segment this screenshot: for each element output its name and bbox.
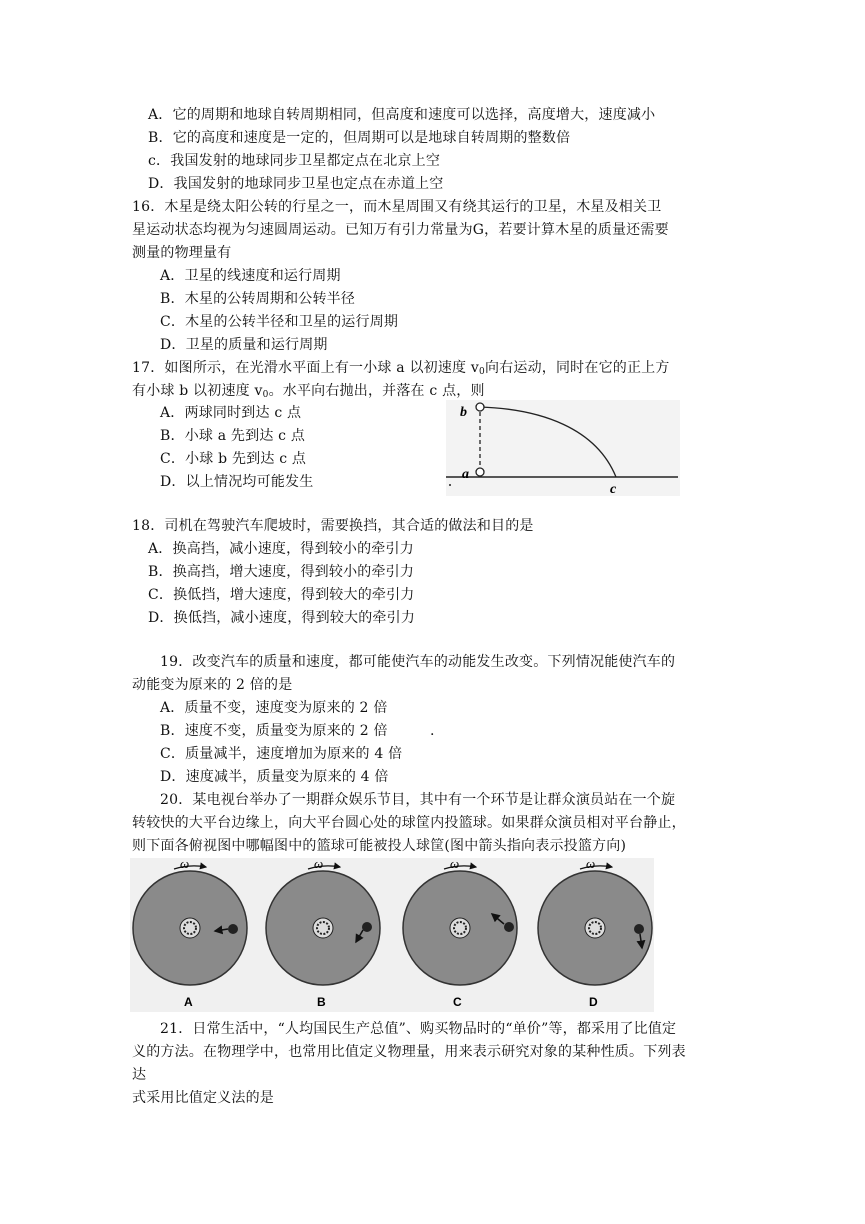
- label-C: C: [453, 995, 462, 1009]
- q20-stem-line1: 20．某电视台举办了一期群众娱乐节目，其中有一个环节是让群众演员站在一个旋: [160, 792, 676, 808]
- omega-c: ω: [450, 858, 460, 871]
- q18-option-a: A．换高挡，减小速度，得到较小的牵引力: [148, 541, 414, 557]
- q17-option-b: B．小球 a 先到达 c 点: [160, 428, 306, 444]
- q18-option-b: B．换高挡，增大速度，得到较小的牵引力: [148, 564, 415, 580]
- q18-option-c: C．换低挡，增大速度，得到较大的牵引力: [148, 587, 415, 603]
- q19-stem-line1: 19．改变汽车的质量和速度，都可能使汽车的动能发生改变。下列情况能使汽车的: [160, 654, 676, 670]
- label-B: B: [317, 995, 326, 1009]
- q19-stray-dot: .: [430, 723, 435, 739]
- q19-option-d: D．速度减半，质量变为原来的 4 倍: [160, 769, 389, 785]
- q15-option-d: D．我国发射的地球同步卫星也定点在赤道上空: [148, 176, 444, 192]
- q16-option-a: A．卫星的线速度和运行周期: [160, 268, 341, 284]
- q16-option-c: C．木星的公转半径和卫星的运行周期: [160, 314, 399, 330]
- q15-option-c: c．我国发射的地球同步卫星都定点在北京上空: [148, 153, 441, 169]
- q20-stem-line2: 转较快的大平台边缘上，向大平台圆心处的球筐内投篮球。如果群众演员相对平台静止，: [132, 815, 686, 831]
- q17-option-d: D．以上情况均可能发生: [160, 474, 314, 490]
- q15-option-a: A．它的周期和地球自转周期相同，但高度和速度可以选择，高度增大，速度减小: [148, 107, 656, 123]
- q16-stem-line2: 星运动状态均视为匀速圆周运动。已知万有引力常量为G，若要计算木星的质量还需要: [132, 222, 669, 238]
- q16-option-b: B．木星的公转周期和公转半径: [160, 291, 356, 307]
- q18-stem: 18．司机在驾驶汽车爬坡时，需要换挡，其合适的做法和目的是: [132, 518, 534, 534]
- q20-stem-line3: 则下面各俯视图中哪幅图中的篮球可能被投人球筐(图中箭头指向表示投篮方向): [132, 838, 627, 854]
- q16-option-d: D．卫星的质量和运行周期: [160, 337, 328, 353]
- q19-option-c: C．质量减半，速度增加为原来的 4 倍: [160, 746, 403, 762]
- q15-option-b: B．它的高度和速度是一定的，但周期可以是地球自转周期的整数倍: [148, 130, 571, 146]
- ball-a: [476, 468, 484, 476]
- q17-option-a: A．两球同时到达 c 点: [160, 405, 302, 421]
- omega-d: ω: [586, 858, 596, 871]
- label-D: D: [589, 995, 598, 1009]
- q21-stem-line1: 21．日常生活中，“人均国民生产总值”、购买物品时的“单价”等，都采用了比值定: [160, 1021, 677, 1037]
- label-A: A: [184, 995, 193, 1009]
- q17-stem-line1: 17．如图所示，在光滑水平面上有一小球 a 以初速度 $v_0$向右运动，同时在它的正上方: [132, 360, 670, 377]
- player-a: [228, 924, 238, 934]
- q17-stem-line2: 有小球 b 以初速度 $v_0$。水平向右抛出，并落在 c 点，则: [132, 383, 485, 400]
- q16-stem-line1: 16．木星是绕太阳公转的行星之一，而木星周围又有绕其运行的卫星，木星及相关卫: [132, 199, 662, 215]
- q17-option-c: C．小球 b 先到达 c 点: [160, 451, 307, 467]
- q19-option-a: A．质量不变，速度变为原来的 2 倍: [160, 700, 388, 716]
- q19-stem-line2: 动能变为原来的 2 倍的是: [132, 677, 293, 693]
- omega-a: ω: [180, 858, 190, 871]
- label-c: c: [610, 482, 617, 496]
- player-d: [634, 924, 644, 934]
- projectile-figure: [446, 400, 680, 496]
- stray-dot: [449, 484, 451, 486]
- q21-stem-line3: 达: [132, 1067, 147, 1083]
- q16-stem-line3: 测量的物理量有: [132, 245, 232, 261]
- q21-stem-line2: 义的方法。在物理学中，也常用比值定义物理量，用来表示研究对象的某种性质。下列表: [132, 1044, 686, 1060]
- q19-option-b: B．速度不变，质量变为原来的 2 倍: [160, 723, 388, 739]
- platform-figure: [130, 858, 654, 1012]
- q18-option-d: D．换低挡，减小速度，得到较大的牵引力: [148, 610, 416, 626]
- q21-stem-line4: 式采用比值定义法的是: [132, 1090, 274, 1106]
- ball-b: [476, 403, 484, 411]
- omega-b: ω: [314, 858, 324, 871]
- player-c: [504, 922, 514, 932]
- label-a: a: [462, 467, 469, 482]
- label-b: b: [460, 405, 467, 420]
